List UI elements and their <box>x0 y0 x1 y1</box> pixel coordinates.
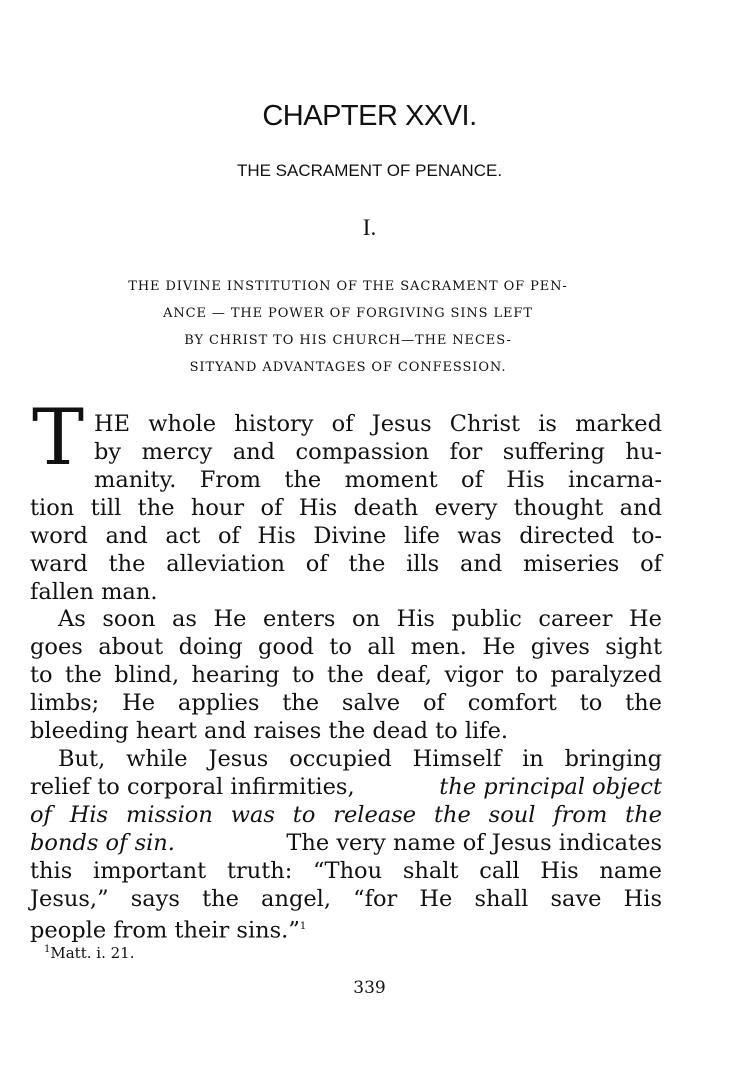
chapter-title: CHAPTER XXVI. <box>262 100 477 132</box>
emphasis-text: of His mission was to release the soul from the <box>30 802 662 828</box>
footnote-reference: 1 <box>299 921 307 932</box>
body-line: by mercy and compassion for suffering hu- <box>94 439 662 465</box>
body-line: this important truth: “Thou shalt call His name <box>30 858 662 884</box>
body-line: The very name of Jesus indicates <box>286 830 662 856</box>
summary-line: ANCE — THE POWER OF FORGIVING SINS LEFT <box>163 306 533 321</box>
footnote-text: Matt. i. 21. <box>50 944 135 962</box>
section-title: THE SACRAMENT OF PENANCE. <box>236 161 503 180</box>
footnote-marker: 1 <box>44 944 51 955</box>
body-line: goes about doing good to all men. He gives sight <box>30 634 662 660</box>
body-line <box>30 913 430 945</box>
drop-cap: T <box>32 393 85 483</box>
body-line: fallen man. <box>30 579 158 605</box>
footnote <box>44 944 134 962</box>
page-number: 339 <box>353 978 386 998</box>
summary-line: BY CHRIST TO HIS CHURCH—THE NECES- <box>184 333 512 348</box>
body-line: ward the alleviation of the ills and miseries of <box>30 551 662 577</box>
body-line: limbs; He applies the salve of comfort to the <box>30 690 662 716</box>
body-line: word and act of His Divine life was directed to- <box>30 523 662 549</box>
body-line: to the blind, hearing to the deaf, vigor to paralyzed <box>30 662 662 688</box>
body-line: But, while Jesus occupied Himself in bringing <box>58 746 662 772</box>
body-line: tion till the hour of His death every thought and <box>30 495 662 521</box>
body-line: bleeding heart and raises the dead to life. <box>30 718 509 744</box>
body-line: As soon as He enters on His public career He <box>58 606 662 632</box>
body-line: manity. From the moment of His incarna- <box>94 467 662 493</box>
emphasis-text: bonds of sin. <box>30 830 175 856</box>
body-line: HE whole history of Jesus Christ is marked <box>94 411 662 437</box>
summary-line: THE DIVINE INSTITUTION OF THE SACRAMENT OF PEN- <box>128 279 568 294</box>
chapter-summary <box>30 273 666 381</box>
part-number: I. <box>362 215 377 240</box>
body-line: relief to corporal infirmities, <box>30 774 355 800</box>
body-text: people from their sins.” <box>30 917 300 944</box>
summary-line: SITYAND ADVANTAGES OF CONFESSION. <box>189 360 507 375</box>
body-line: Jesus,” says the angel, “for He shall save His <box>30 886 662 912</box>
emphasis-text: the principal object <box>439 774 662 800</box>
